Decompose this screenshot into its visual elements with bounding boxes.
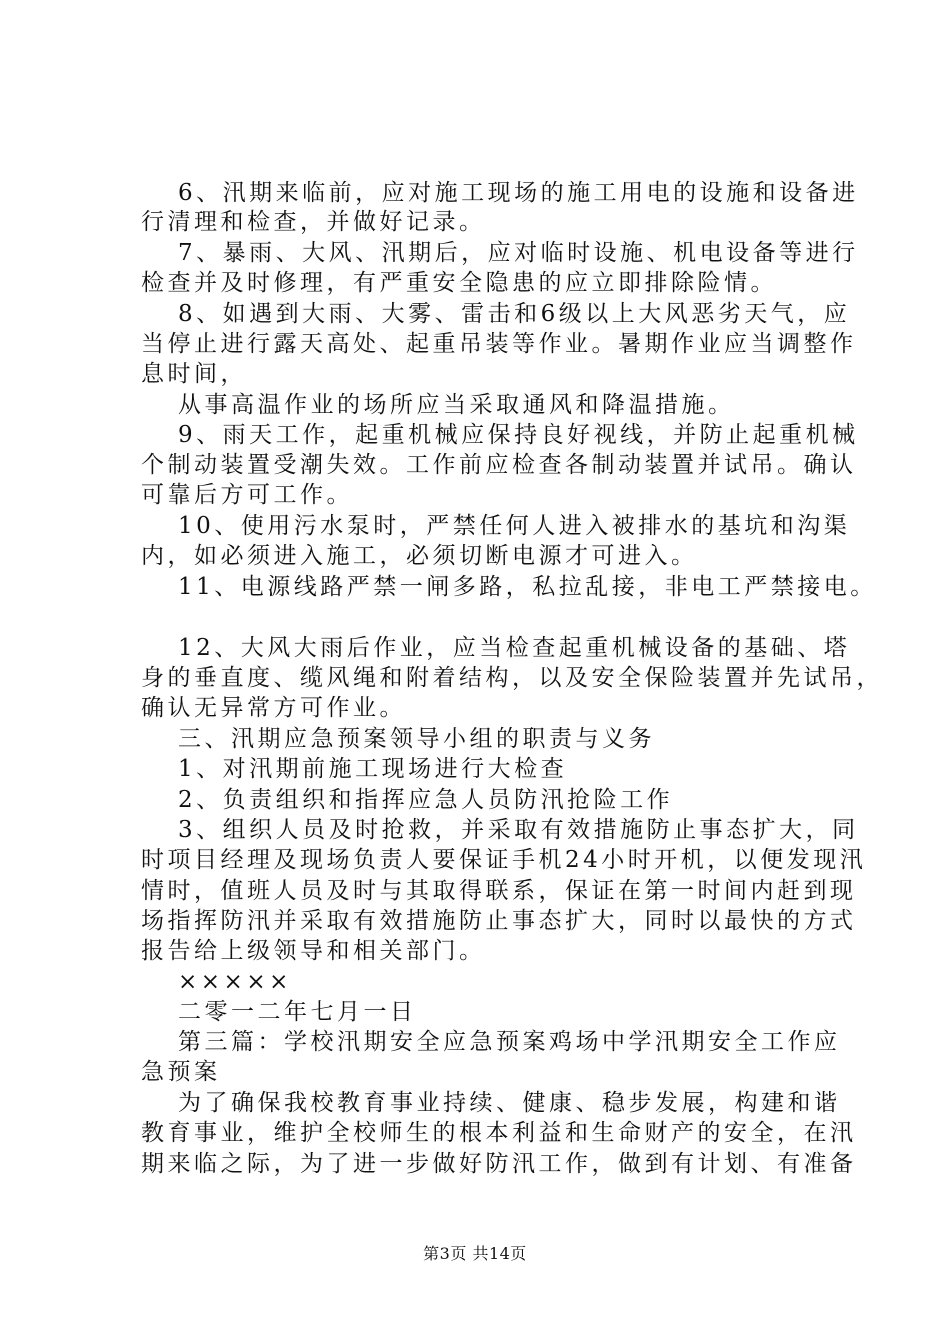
signature-placeholder: ×××××: [178, 969, 292, 995]
paragraph-9-line-1: 9、雨天工作，起重机械应保持良好视线，并防止起重机械: [178, 422, 859, 448]
paragraph-9-line-3: 可靠后方可工作。: [141, 482, 353, 508]
paragraph-8-line-3: 息时间，: [141, 361, 247, 387]
paragraph-8-line-1: 8、如遇到大雨、大雾、雷击和6级以上大风恶劣天气，应: [178, 301, 851, 327]
duty-item-3-line-2: 时项目经理及现场负责人要保证手机24小时开机，以便发现汛: [141, 847, 867, 873]
duty-item-3-line-4: 场指挥防汛并采取有效措施防止事态扩大，同时以最快的方式: [141, 908, 857, 934]
duty-item-3-line-3: 情时，值班人员及时与其取得联系，保证在第一时间内赶到现: [141, 878, 857, 904]
paragraph-10-line-2: 内，如必须进入施工，必须切断电源才可进入。: [141, 543, 698, 569]
paragraph-9-line-2: 个制动装置受潮失效。工作前应检查各制动装置并试吊。确认: [141, 452, 857, 478]
paragraph-8b-line-1: 从事高温作业的场所应当采取通风和降温措施。: [178, 392, 735, 418]
chapter-title-line-1: 第三篇：学校汛期安全应急预案鸡场中学汛期安全工作应: [178, 1029, 841, 1055]
chapter-title-line-2: 急预案: [141, 1059, 221, 1085]
paragraph-12-line-2: 身的垂直度、缆风绳和附着结构，以及安全保险装置并先试吊，: [141, 665, 883, 691]
intro-line-3: 期来临之际，为了进一步做好防汛工作，做到有计划、有准备: [141, 1151, 857, 1177]
duty-item-1: 1、对汛期前施工现场进行大检查: [178, 756, 568, 782]
paragraph-6-line-2: 行清理和检查，并做好记录。: [141, 209, 486, 235]
paragraph-10-line-1: 10、使用污水泵时，严禁任何人进入被排水的基坑和沟渠: [178, 513, 851, 539]
paragraph-12-line-3: 确认无异常方可作业。: [141, 695, 406, 721]
paragraph-7-line-1: 7、暴雨、大风、汛期后，应对临时设施、机电设备等进行: [178, 240, 859, 266]
paragraph-6-line-1: 6、汛期来临前，应对施工现场的施工用电的设施和设备进: [178, 180, 859, 206]
duty-item-2: 2、负责组织和指挥应急人员防汛抢险工作: [178, 787, 674, 813]
date-line: 二零一二年七月一日: [178, 999, 417, 1025]
intro-line-2: 教育事业，维护全校师生的根本利益和生命财产的安全，在汛: [141, 1120, 857, 1146]
section-heading-3: 三、汛期应急预案领导小组的职责与义务: [178, 726, 655, 752]
duty-item-3-line-5: 报告给上级领导和相关部门。: [141, 938, 486, 964]
paragraph-11-line-1: 11、电源线路严禁一闸多路，私拉乱接，非电工严禁接电。: [178, 574, 877, 600]
paragraph-12-line-1: 12、大风大雨后作业，应当检查起重机械设备的基础、塔: [178, 635, 851, 661]
page-number-footer: 第3页 共14页: [423, 1244, 527, 1263]
intro-line-1: 为了确保我校教育事业持续、健康、稳步发展，构建和谐: [178, 1090, 841, 1116]
paragraph-7-line-2: 检查并及时修理，有严重安全隐患的应立即排除险情。: [141, 270, 777, 296]
paragraph-8-line-2: 当停止进行露天高处、起重吊装等作业。暑期作业应当调整作: [141, 331, 857, 357]
duty-item-3-line-1: 3、组织人员及时抢救，并采取有效措施防止事态扩大，同: [178, 817, 859, 843]
